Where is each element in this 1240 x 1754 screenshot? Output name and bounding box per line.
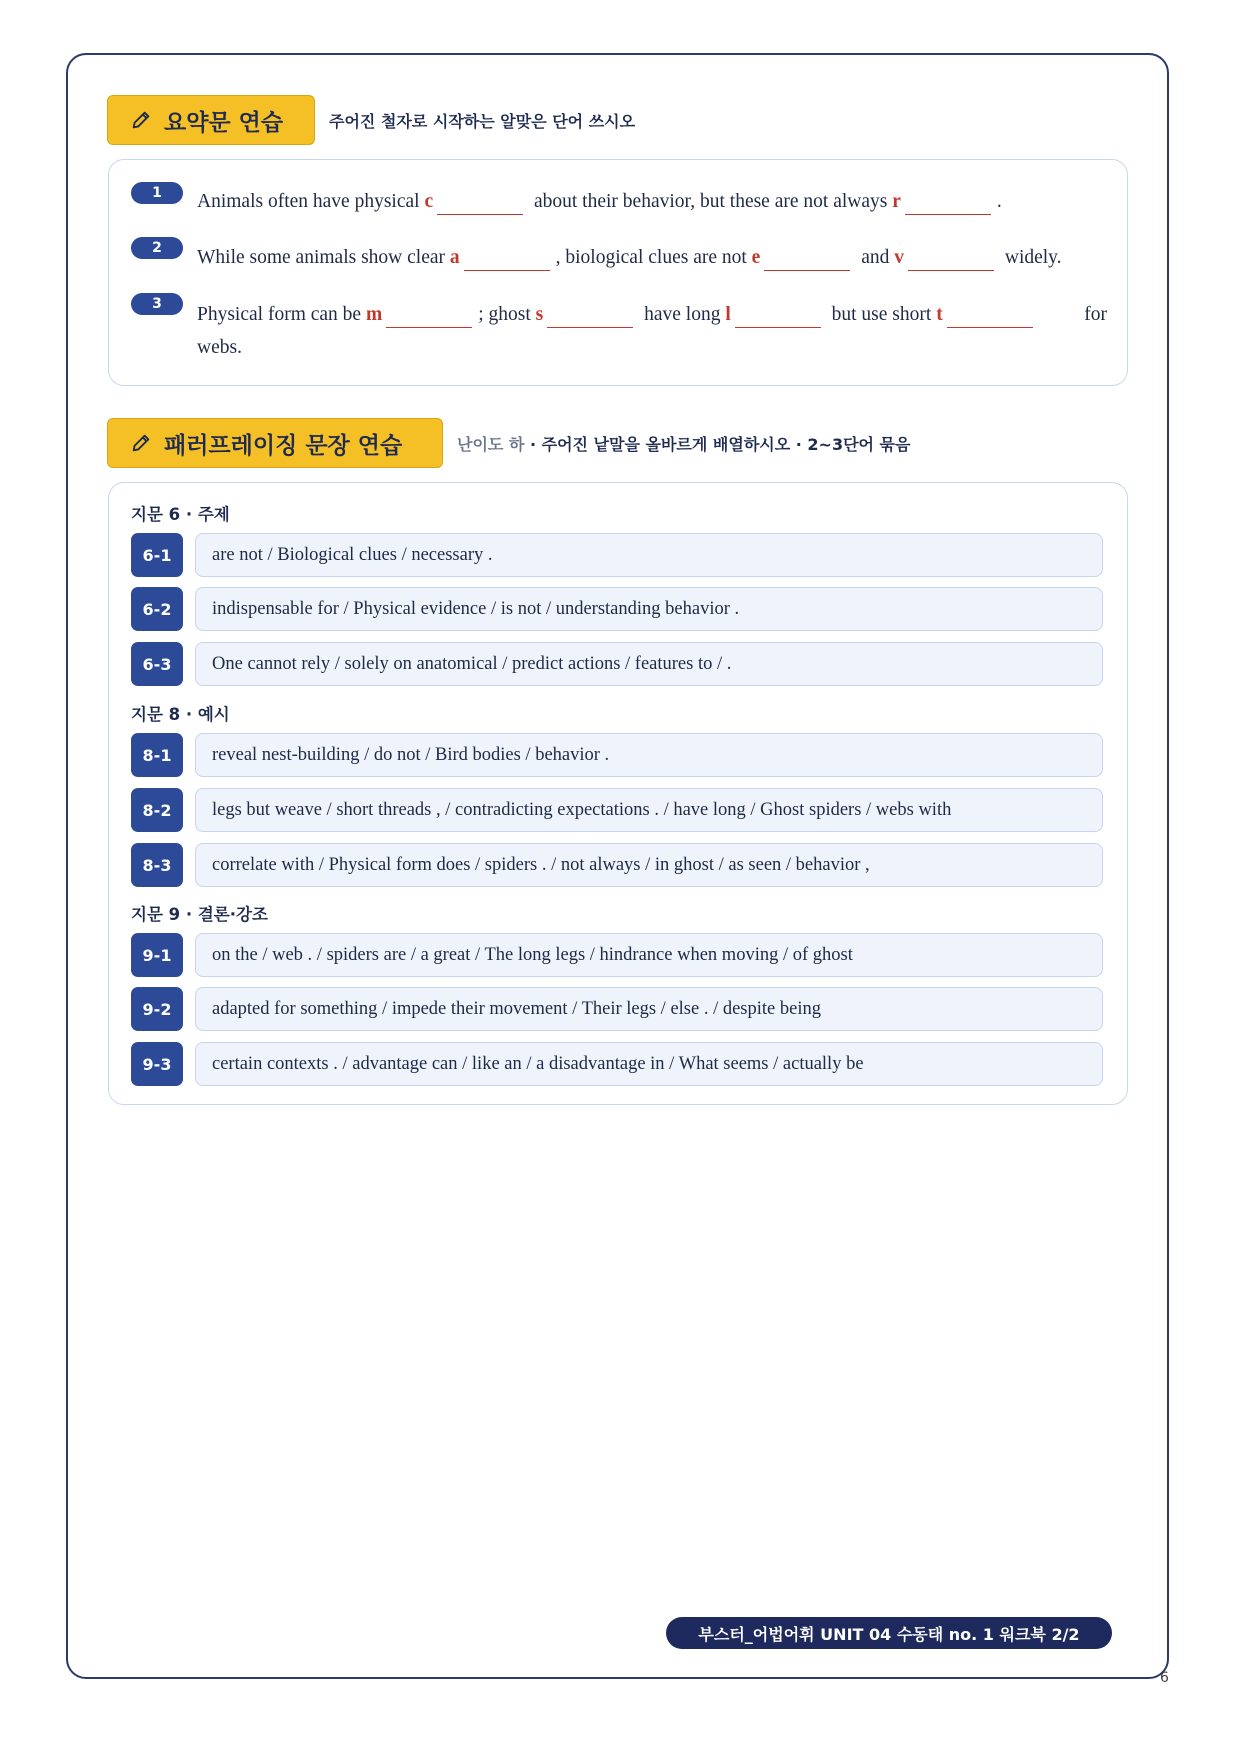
question-text: about their behavior, but these are not always <box>529 191 893 212</box>
item-number: 8-1 <box>131 733 183 777</box>
question-text: for <box>1084 304 1107 325</box>
question-number: 1 <box>131 182 183 204</box>
summary-title: 요약문 연습 <box>164 109 284 136</box>
summary-box <box>108 159 1128 386</box>
summary-question-1 <box>197 184 1107 213</box>
answer-blank[interactable] <box>386 305 472 328</box>
question-text: . <box>996 191 1002 212</box>
answer-blank[interactable] <box>735 305 821 328</box>
summary-instruction: 주어진 철자로 시작하는 알맞은 단어 쓰시오 <box>329 111 636 131</box>
initial-letter: c <box>424 191 434 212</box>
answer-blank[interactable] <box>437 192 523 215</box>
question-text: ; ghost <box>478 304 536 325</box>
pencil-icon <box>130 432 152 454</box>
answer-blank[interactable] <box>464 248 550 271</box>
answer-blank[interactable] <box>908 248 994 271</box>
question-text: but use short <box>826 304 937 325</box>
question-text: widely. <box>999 247 1062 268</box>
answer-blank[interactable] <box>905 192 991 215</box>
word-chunks-field[interactable]: on the / web . / spiders are / a great / The long legs / hindrance when moving / of ghost <box>195 933 1103 977</box>
passage-label: 지문 9 · 결론·강조 <box>131 905 268 924</box>
paraphrase-instruction-text: · 주어진 낱말을 올바르게 배열하시오 · 2~3단어 묶음 <box>529 434 911 454</box>
initial-letter: t <box>936 304 943 325</box>
initial-letter: l <box>725 304 731 325</box>
question-3-body <box>197 297 1039 326</box>
item-number: 8-2 <box>131 788 183 832</box>
question-text: , biological clues are not <box>555 247 752 268</box>
item-number: 6-1 <box>131 533 183 577</box>
answer-blank[interactable] <box>547 305 633 328</box>
paraphrase-box <box>108 482 1128 1105</box>
word-chunks-field[interactable]: reveal nest-building / do not / Bird bodies / behavior . <box>195 733 1103 777</box>
passage-label: 지문 8 · 예시 <box>131 705 230 724</box>
question-text: While some animals show clear <box>197 247 450 268</box>
question-text: and <box>856 247 895 268</box>
initial-letter: v <box>894 247 904 268</box>
answer-blank[interactable] <box>764 248 850 271</box>
answer-blank[interactable] <box>947 305 1033 328</box>
passage-label: 지문 6 · 주제 <box>131 505 230 524</box>
summary-question-3-continued <box>197 337 1107 359</box>
summary-question-3 <box>197 297 1107 326</box>
word-chunks-field[interactable]: are not / Biological clues / necessary . <box>195 533 1103 577</box>
word-chunks-field[interactable]: indispensable for / Physical evidence / is not / understanding behavior . <box>195 587 1103 631</box>
initial-letter: a <box>449 247 460 268</box>
word-chunks-field[interactable]: certain contexts . / advantage can / like an / a disadvantage in / What seems / actually be <box>195 1042 1103 1086</box>
summary-tab <box>107 95 315 145</box>
initial-letter: e <box>751 247 761 268</box>
workbook-footer-label: 부스터_어법어휘 UNIT 04 수동태 no. 1 워크북 2/2 <box>666 1617 1112 1649</box>
paraphrase-header <box>107 418 910 468</box>
paraphrase-instruction <box>457 432 910 455</box>
word-chunks-field[interactable]: One cannot rely / solely on anatomical / predict actions / features to / . <box>195 642 1103 686</box>
page-number: 6 <box>1160 1670 1169 1686</box>
question-text: webs. <box>197 337 242 358</box>
item-number: 8-3 <box>131 843 183 887</box>
word-chunks-field[interactable]: legs but weave / short threads , / contradicting expectations . / have long / Ghost spiders / webs with <box>195 788 1103 832</box>
difficulty-level: 난이도 하 <box>457 434 525 454</box>
item-number: 9-3 <box>131 1042 183 1086</box>
summary-question-2 <box>197 240 1107 269</box>
paraphrase-tab <box>107 418 443 468</box>
paraphrase-title: 패러프레이징 문장 연습 <box>164 432 403 459</box>
word-chunks-field[interactable]: adapted for something / impede their movement / Their legs / else . / despite being <box>195 987 1103 1031</box>
initial-letter: m <box>365 304 383 325</box>
item-number: 6-2 <box>131 587 183 631</box>
question-number: 2 <box>131 237 183 259</box>
initial-letter: s <box>535 304 544 325</box>
question-text: have long <box>639 304 726 325</box>
word-chunks-field[interactable]: correlate with / Physical form does / spiders . / not always / in ghost / as seen / behavior , <box>195 843 1103 887</box>
item-number: 6-3 <box>131 642 183 686</box>
question-text: Animals often have physical <box>197 191 425 212</box>
item-number: 9-1 <box>131 933 183 977</box>
item-number: 9-2 <box>131 987 183 1031</box>
question-number: 3 <box>131 293 183 315</box>
question-text: Physical form can be <box>197 304 366 325</box>
pencil-icon <box>130 109 152 131</box>
initial-letter: r <box>892 191 901 212</box>
summary-header <box>107 95 635 145</box>
